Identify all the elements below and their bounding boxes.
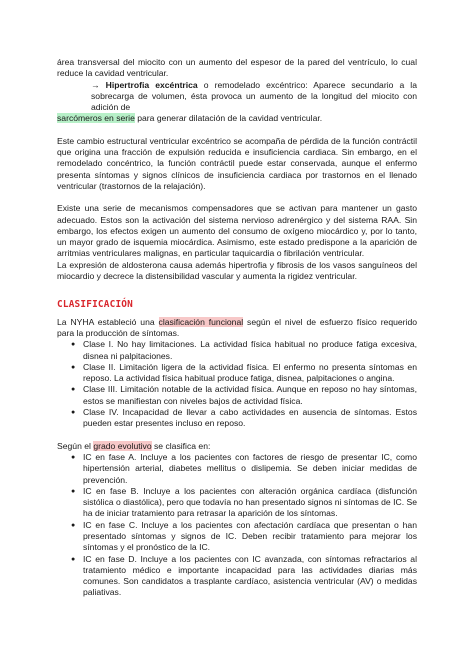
list-item-text: IC en fase A. Incluye a los pacientes con factores de riesgo de presentar IC, como hipertensión arterial, diabetes mellitus o dislipemia. Se deben iniciar medidas de prevención. xyxy=(83,451,417,485)
list-item xyxy=(57,452,417,486)
bullet-glyph: ● xyxy=(71,341,76,349)
bullet-glyph: ● xyxy=(71,521,76,529)
list-item-text: IC en fase D. Incluye a los pacientes con IC avanzada, con síntomas refractarios al tratamiento médico e importante incapacidad para las actividades diarias más comunes. Son candidatos a trasplante cardíaco, asistencia ventricular (AV) o medidas paliativas. xyxy=(83,553,417,598)
nyha-intro xyxy=(57,317,417,340)
list-item xyxy=(57,407,417,430)
grado-intro xyxy=(57,441,417,452)
list-item xyxy=(57,362,417,385)
eccentric-title: Hipertrofia excéntrica xyxy=(105,79,198,90)
list-item xyxy=(57,486,417,520)
list-item-text: IC en fase C. Incluye a los pacientes con afectación cardíaca que presentan o han presentado síntomas y signos de IC. Deben recibir tratamiento para mejorar los síntomas y el pronóstico de la IC. xyxy=(83,519,417,553)
list-item xyxy=(57,554,417,599)
clasificacion-funcional-highlight: clasificación funcional xyxy=(158,316,244,327)
intro-paragraph-3: Existe una serie de mecanismos compensadores que se activan para mantener un gasto adecuado. Estos son la activación del sistema nervioso adrenérgico y del sistema RAA. Sin embargo, los efectos exigen un aumento del consumo de oxígeno miocárdico y, por lo tanto, un mayor grado de isquemia miocárdica. Asimismo, este estado predispone a la aparición de arritmias ventriculares malignas, en particular taquicardia o fibrilación ventricular. xyxy=(57,203,417,259)
list-item-text: Clase I. No hay limitaciones. La actividad física habitual no produce fatiga excesiva, disnea ni palpitaciones. xyxy=(83,339,417,361)
arrow-glyph: → xyxy=(91,79,100,90)
intro-paragraph-4: La expresión de aldosterona causa además hipertrofia y fibrosis de los vasos sanguíneos del miocardio y decrece la distensibilidad vascular y aumenta la rigidez ventricular. xyxy=(57,259,417,282)
list-item-text: IC en fase B. Incluye a los pacientes con alteración orgánica cardíaca (disfunción sistólica o diastólica), pero que todavía no han presentado signos ni síntomas de IC. Se ha de iniciar tratamiento para retrasar la aparición de los síntomas. xyxy=(83,485,417,519)
list-item xyxy=(57,384,417,407)
nyha-pre: La NYHA estableció una xyxy=(57,316,159,327)
list-item xyxy=(57,520,417,554)
list-item xyxy=(57,339,417,362)
intro-paragraph-2: Este cambio estructural ventricular excéntrico se acompaña de pérdida de la función contráctil que origina una fracción de expulsión reducida e insuficiencia cardiaca. Sin embargo, en el remodelado concéntrico, la función contráctil puede estar conservada, aunque el enfermo presenta síntomas y signos clínicos de insuficiencia cardiaca por trastornos en el llenado ventricular (trastornos de la relajación). xyxy=(57,135,417,191)
eccentric-tail: para generar dilatación de la cavidad ventricular. xyxy=(134,113,323,124)
eccentric-text: o remodelado excéntrico: Aparece secundario a la sobrecarga de volumen, ésta provoca un aumento de la longitud del miocito con adición de xyxy=(91,79,417,113)
list-item-text: Clase III. Limitación notable de la actividad física. Aunque en reposo no hay síntomas, estos se manifiestan con niveles bajos de actividad física. xyxy=(83,384,417,406)
grado-list xyxy=(57,452,417,599)
bullet-glyph: ● xyxy=(71,409,76,417)
bullet-glyph: ● xyxy=(71,386,76,394)
grado-evolutivo-highlight: grado evolutivo xyxy=(93,440,152,451)
grado-pre: Según el xyxy=(57,440,94,451)
nyha-post: según el nivel de esfuerzo físico requerido para la producción de síntomas. xyxy=(57,316,417,338)
grado-post: se clasifica en: xyxy=(151,440,211,451)
list-item-text: Clase IV. Incapacidad de llevar a cabo actividades en ausencia de síntomas. Estos pueden estar presentes incluso en reposo. xyxy=(83,407,417,429)
bullet-glyph: ● xyxy=(71,363,76,371)
list-item-text: Clase II. Limitación ligera de la actividad física. El enfermo no presenta síntomas en reposo. La actividad física habitual produce fatiga, disnea, palpitaciones o angina. xyxy=(83,361,417,384)
section-heading: CLASIFICACIÓN xyxy=(57,299,133,311)
bullet-glyph: ● xyxy=(71,487,76,495)
nyha-list xyxy=(57,339,417,429)
bullet-glyph: ● xyxy=(71,555,76,563)
sarcomeros-highlight: sarcómeros en serie xyxy=(57,113,135,124)
intro-paragraph-1: área transversal del miocito con un aumento del espesor de la pared del ventrículo, lo cual reduce la cavidad ventricular. xyxy=(57,57,417,79)
bullet-glyph: ● xyxy=(71,453,76,461)
eccentric-hypertrophy-paragraph xyxy=(57,80,417,114)
eccentric-continuation xyxy=(57,113,417,124)
